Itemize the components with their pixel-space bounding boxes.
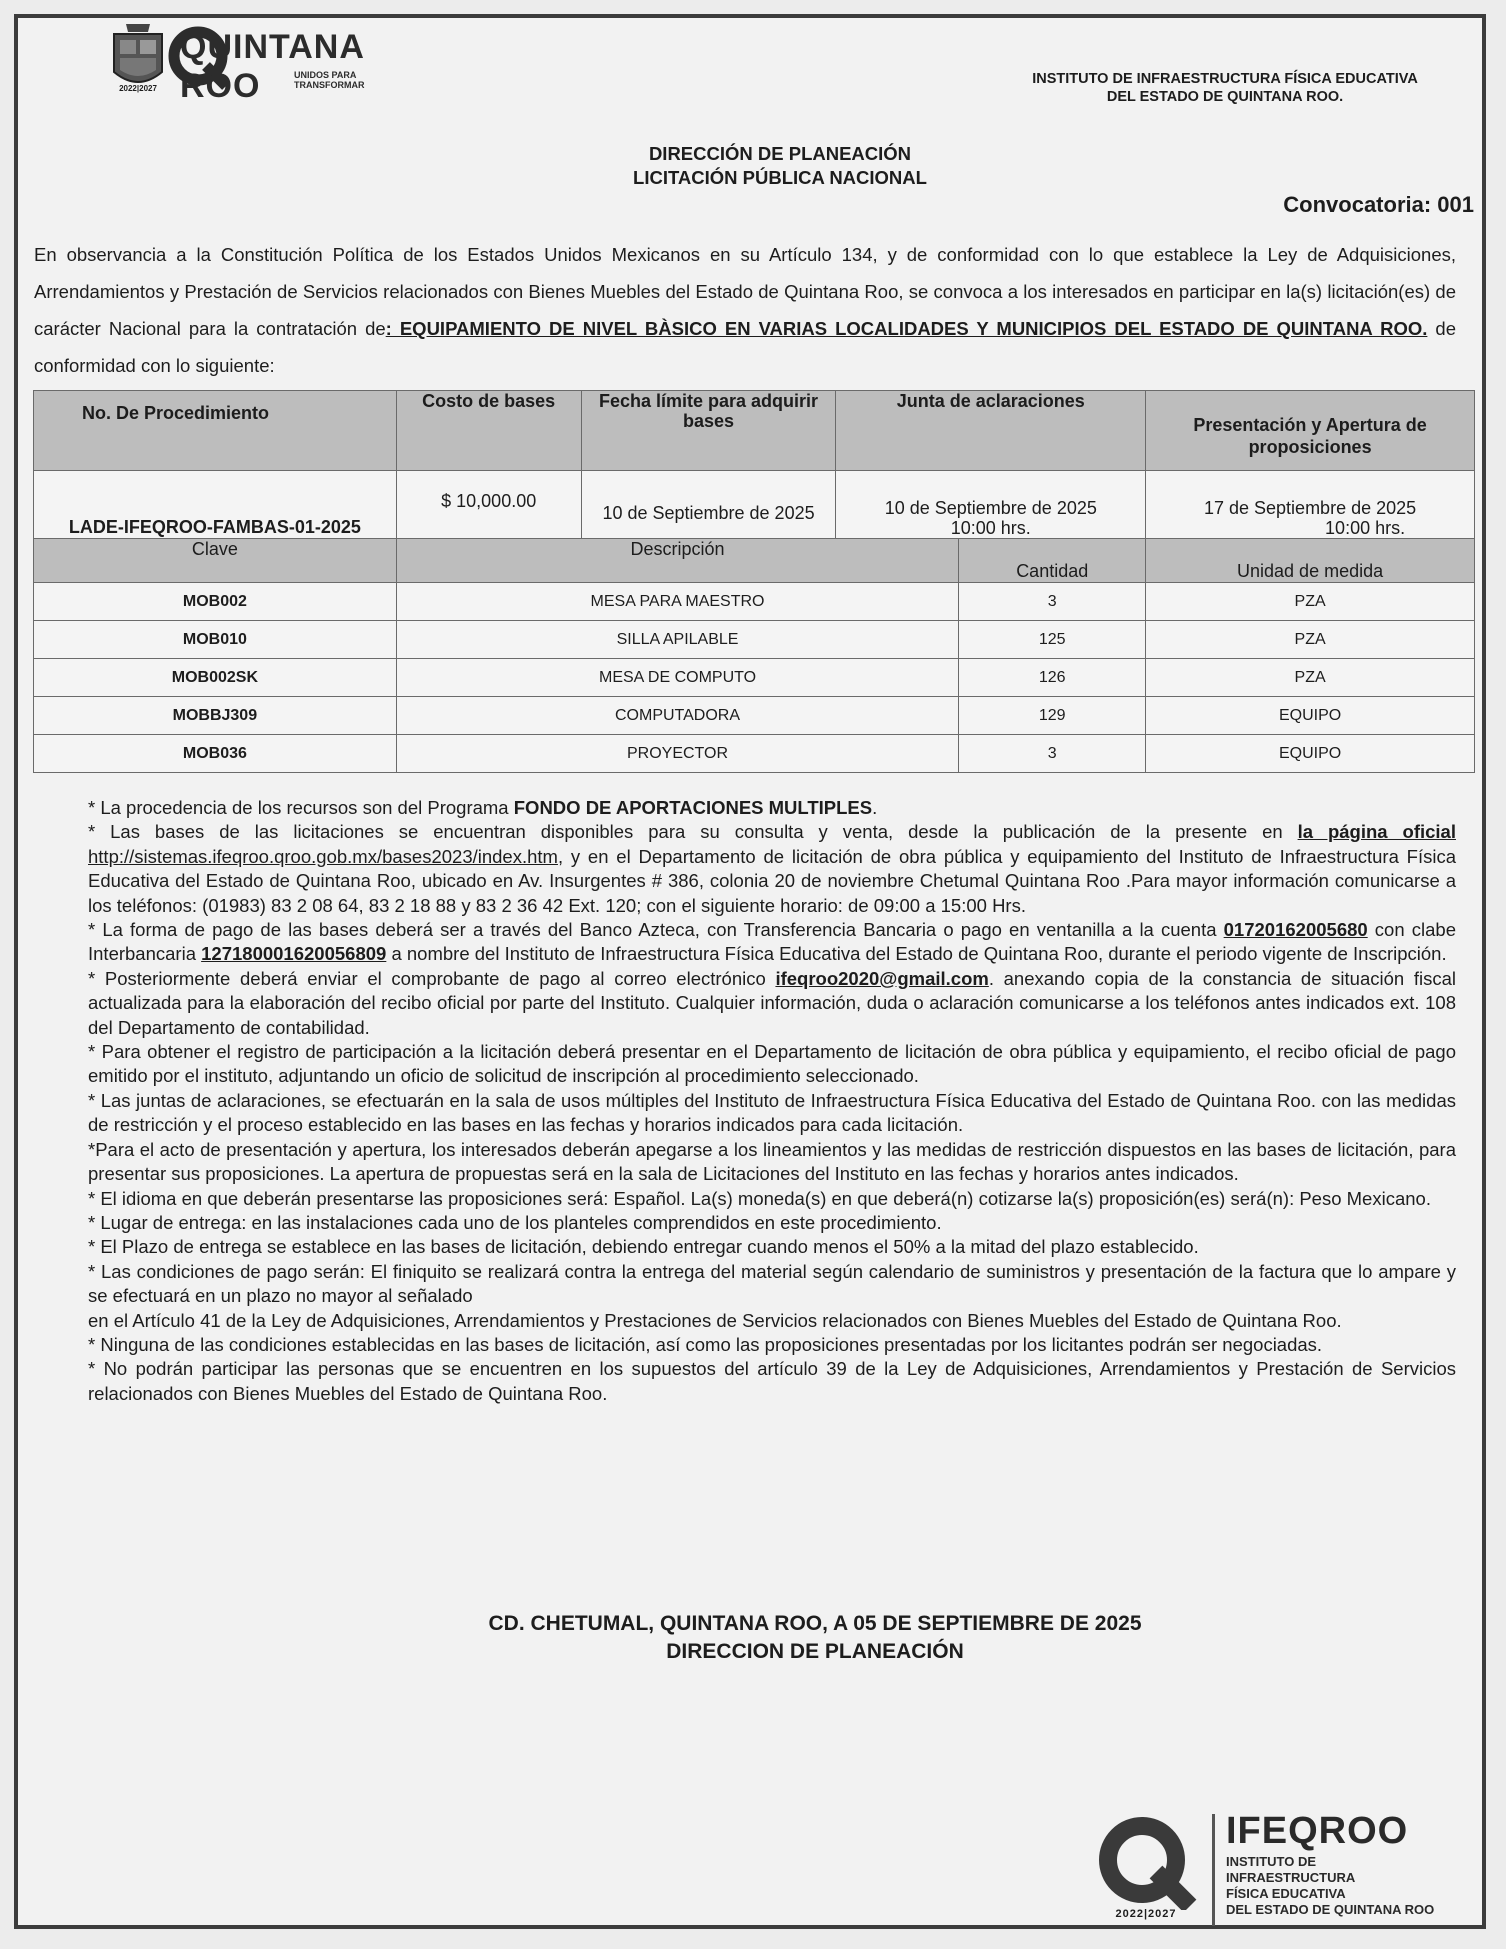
note-4c: . anexando copia de la constancia de situación fiscal actualizada para la elaboración del recibo oficial por parte del Instituto. Cualquier información, duda o aclaración comunicarse a los teléfonos antes indicados ext. 108 del Departamento de contabilidad. xyxy=(88,967,1456,1038)
table-info-row xyxy=(34,471,1475,539)
cell-descripcion: MESA PARA MAESTRO xyxy=(396,583,959,621)
logo-name: QUINTANA ROO xyxy=(180,28,364,105)
footer-line-1: CD. CHETUMAL, QUINTANA ROO, A 05 DE SEPTIEMBRE DE 2025 xyxy=(488,1612,1142,1635)
note-10: * El Plazo de entrega se establece en las bases de licitación, debiendo entregar cuando menos el 50% a la mitad del plazo establecido. xyxy=(88,1236,1199,1258)
note-3 xyxy=(88,918,1456,967)
cell-cantidad: 125 xyxy=(959,621,1146,659)
table-header-row xyxy=(34,391,1475,471)
note-14: * No podrán participar las personas que se encuentren en los supuestos del artículo 39 de la Ley de Adquisiciones, Arrendamientos y Prestación de Servicios relacionados con Bienes Muebles del Estado de Quintana Roo. xyxy=(88,1358,1456,1404)
intro-tail: de conformidad con lo siguiente: xyxy=(34,318,1456,376)
info-presentacion-fecha: 17 de Septiembre de 2025 xyxy=(1203,498,1417,518)
table-row xyxy=(34,583,1475,621)
header-cantidad: Cantidad xyxy=(959,539,1146,583)
note-9: * Lugar de entrega: en las instalaciones cada uno de los planteles comprendidos en este procedimiento. xyxy=(88,1211,942,1233)
cell-cantidad: 126 xyxy=(959,659,1146,697)
info-presentacion-hora: 10:00 hrs. xyxy=(1325,518,1406,538)
info-costo: $ 10,000.00 xyxy=(396,471,581,539)
note-1 xyxy=(88,796,1456,820)
bases-link[interactable]: http://sistemas.ifeqroo.qroo.gob.mx/bases2023/index.htm xyxy=(88,845,558,867)
note-1c: . xyxy=(872,797,878,818)
header-descripcion: Descripción xyxy=(396,539,959,583)
note-2 xyxy=(88,820,1456,918)
procedure-table xyxy=(33,390,1475,773)
logo-tagline-1: UNIDOS PARA xyxy=(294,70,357,80)
table-subheader-row xyxy=(34,539,1475,583)
note-7: *Para el acto de presentación y apertura, los interesados deberán apegarse a los lineamientos y las medidas de restricción dispuestos en las bases de licitación, para presentar sus proposiciones. La apertura de propuestas será en la sala de Licitaciones del Instituto en las fechas y horarios antes indicados. xyxy=(88,1138,1456,1185)
cell-clave: MOB002SK xyxy=(34,659,397,697)
note-6: * Las juntas de aclaraciones, se efectuarán en la sala de usos múltiples del Instituto de Infraestructura Física Educativa del Estado de Quintana Roo. con las medidas de restricción y el proceso establecido en las bases en las fechas y horarios indicados para cada licitación. xyxy=(88,1089,1456,1136)
footer-signature xyxy=(300,1610,1330,1666)
clabe-number: 127180001620056809 xyxy=(201,943,387,965)
ifeqroo-subtitle xyxy=(1226,1854,1434,1918)
note-4 xyxy=(88,967,1456,1040)
notes-section xyxy=(88,796,1456,1406)
header-procedimiento: No. De Procedimiento xyxy=(34,391,397,471)
note-4a: * Posteriormente deberá enviar el comprobante de pago al correo electrónico xyxy=(88,967,776,989)
note-2d: , y en el Departamento de licitación de obra pública y equipamiento del Instituto de Infraestructura Física Educativa del Estado de Quintana Roo, ubicado en Av. Insurgentes # 386, colonia 20 de noviembre Chetumal Quintana Roo .Para mayor información comunicarse a los teléfonos: (01983) 83 2 08 64, 83 2 18 88 y 83 2 36 42 Ext. 120; con el siguiente horario: de 09:00 a 15:00 Hrs. xyxy=(88,845,1456,916)
note-12: en el Artículo 41 de la Ley de Adquisiciones, Arrendamientos y Prestaciones de Servicios relacionados con Bienes Muebles del Estado de Quintana Roo. xyxy=(88,1309,1342,1331)
intro-paragraph xyxy=(34,236,1456,384)
header-presentacion: Presentación y Apertura de proposiciones xyxy=(1146,391,1475,471)
item-rows xyxy=(34,583,1475,773)
cell-descripcion: SILLA APILABLE xyxy=(396,621,959,659)
cell-unidad: EQUIPO xyxy=(1146,735,1475,773)
note-5: * Para obtener el registro de participación a la licitación deberá presentar en el Departamento de licitación de obra pública y equipamiento, el recibo oficial de pago emitido por el instituto, adjuntando un oficio de solicitud de inscripción al procedimiento seleccionado. xyxy=(88,1041,1456,1087)
footer-line-2: DIRECCION DE PLANEACIÓN xyxy=(666,1640,964,1663)
note-3e: a nombre del Instituto de Infraestructura Física Educativa del Estado de Quintana Roo, durante el periodo vigente de Inscripción. xyxy=(386,943,1447,965)
logo-tagline-2: TRANSFORMAR xyxy=(294,80,365,90)
intro-highlight: : EQUIPAMIENTO DE NIVEL BÀSICO EN VARIAS LOCALIDADES Y MUNICIPIOS DEL ESTADO DE QUINTANA ROO. xyxy=(385,318,1428,339)
ifeqroo-sub-1: INSTITUTO DE xyxy=(1226,1854,1317,1869)
table-row xyxy=(34,697,1475,735)
cell-descripcion: MESA DE COMPUTO xyxy=(396,659,959,697)
note-3a: * La forma de pago de las bases deberá ser a través del Banco Azteca, con Transferencia Bancaria o pago en ventanilla a la cuenta xyxy=(88,919,1224,941)
header-fecha-limite: Fecha límite para adquirir bases xyxy=(581,391,836,471)
ifeqroo-divider xyxy=(1212,1814,1215,1926)
header-unidad: Unidad de medida xyxy=(1146,539,1475,583)
cell-unidad: PZA xyxy=(1146,659,1475,697)
cell-cantidad: 129 xyxy=(959,697,1146,735)
cell-descripcion: COMPUTADORA xyxy=(396,697,959,735)
cell-unidad: EQUIPO xyxy=(1146,697,1475,735)
document-title xyxy=(460,142,1100,190)
note-11: * Las condiciones de pago serán: El finiquito se realizará contra la entrega del material según calendario de suministros y presentación de la factura que lo ampare y se efectuará en un plazo no mayor al señalado xyxy=(88,1260,1456,1307)
cell-cantidad: 3 xyxy=(959,583,1146,621)
info-presentacion xyxy=(1146,471,1475,539)
title-line-2: LICITACIÓN PÚBLICA NACIONAL xyxy=(633,167,927,188)
cell-clave: MOBBJ309 xyxy=(34,697,397,735)
note-2a: * Las bases de las licitaciones se encuentran disponibles para su consulta y venta, desde la publicación de la presente en xyxy=(88,821,1298,843)
ifeqroo-name: IFEQROO xyxy=(1226,1810,1409,1852)
quintana-roo-logo xyxy=(108,20,388,105)
note-13: * Ninguna de las condiciones establecidas en las bases de licitación, así como las proposiciones presentadas por los licitantes podrán ser negociadas. xyxy=(88,1333,1323,1355)
info-junta-fecha: 10 de Septiembre de 2025 xyxy=(884,498,1097,518)
cell-clave: MOB010 xyxy=(34,621,397,659)
ifeqroo-sub-4: DEL ESTADO DE QUINTANA ROO xyxy=(1226,1902,1435,1917)
info-fecha-limite: 10 de Septiembre de 2025 xyxy=(581,471,836,539)
table-row xyxy=(34,735,1475,773)
cell-unidad: PZA xyxy=(1146,621,1475,659)
cell-unidad: PZA xyxy=(1146,583,1475,621)
institute-name xyxy=(990,70,1460,106)
email-link[interactable]: ifeqroo2020@gmail.com xyxy=(775,967,989,989)
note-1b: FONDO DE APORTACIONES MULTIPLES xyxy=(513,797,873,818)
info-junta-hora: 10:00 hrs. xyxy=(950,518,1031,538)
header-junta: Junta de aclaraciones xyxy=(836,391,1146,471)
ifeqroo-years: 2022|2027 xyxy=(1115,1908,1177,1920)
institute-line-1: INSTITUTO DE INFRAESTRUCTURA FÍSICA EDUCATIVA xyxy=(1032,71,1418,87)
note-1a: * La procedencia de los recursos son del Programa xyxy=(88,797,514,818)
logo-years: 2022|2027 xyxy=(119,84,157,93)
ifeqroo-sub-3: FÍSICA EDUCATIVA xyxy=(1226,1886,1346,1901)
note-2b: la página oficial xyxy=(1297,821,1456,843)
cell-cantidad: 3 xyxy=(959,735,1146,773)
info-junta xyxy=(836,471,1146,539)
ifeqroo-sub-2: INFRAESTRUCTURA xyxy=(1226,1870,1356,1885)
intro-text: En observancia a la Constitución Política de los Estados Unidos Mexicanos en su Artículo 134, y de conformidad con lo que establece la Ley de Adquisiciones, Arrendamientos y Prestación de Servicios relacionados con Bienes Muebles del Estado de Quintana Roo, se convoca a los interesados en participar en la(s) licitación(es) de carácter Nacional para la contratación de xyxy=(34,244,1456,339)
header-clave: Clave xyxy=(34,539,397,583)
cell-clave: MOB036 xyxy=(34,735,397,773)
table-row xyxy=(34,621,1475,659)
table-row xyxy=(34,659,1475,697)
title-line-1: DIRECCIÓN DE PLANEACIÓN xyxy=(648,143,912,164)
info-procedimiento: LADE-IFEQROO-FAMBAS-01-2025 xyxy=(34,471,397,539)
note-8: * El idioma en que deberán presentarse las proposiciones será: Español. La(s) moneda(s) en que deberá(n) cotizarse la(s) proposición(es) será(n): Peso Mexicano. xyxy=(88,1187,1431,1209)
institute-line-2: DEL ESTADO DE QUINTANA ROO. xyxy=(1106,89,1344,105)
convocatoria-number: Convocatoria: 001 xyxy=(1283,192,1474,217)
header-costo: Costo de bases xyxy=(396,391,581,471)
ifeqroo-q-icon xyxy=(1086,1810,1206,1910)
note-3c: con clabe Interbancaria xyxy=(88,919,1456,965)
logo-tagline xyxy=(294,70,365,90)
cell-clave: MOB002 xyxy=(34,583,397,621)
cell-descripcion: PROYECTOR xyxy=(396,735,959,773)
account-number: 01720162005680 xyxy=(1223,919,1368,941)
ifeqroo-logo xyxy=(1086,1810,1486,1930)
